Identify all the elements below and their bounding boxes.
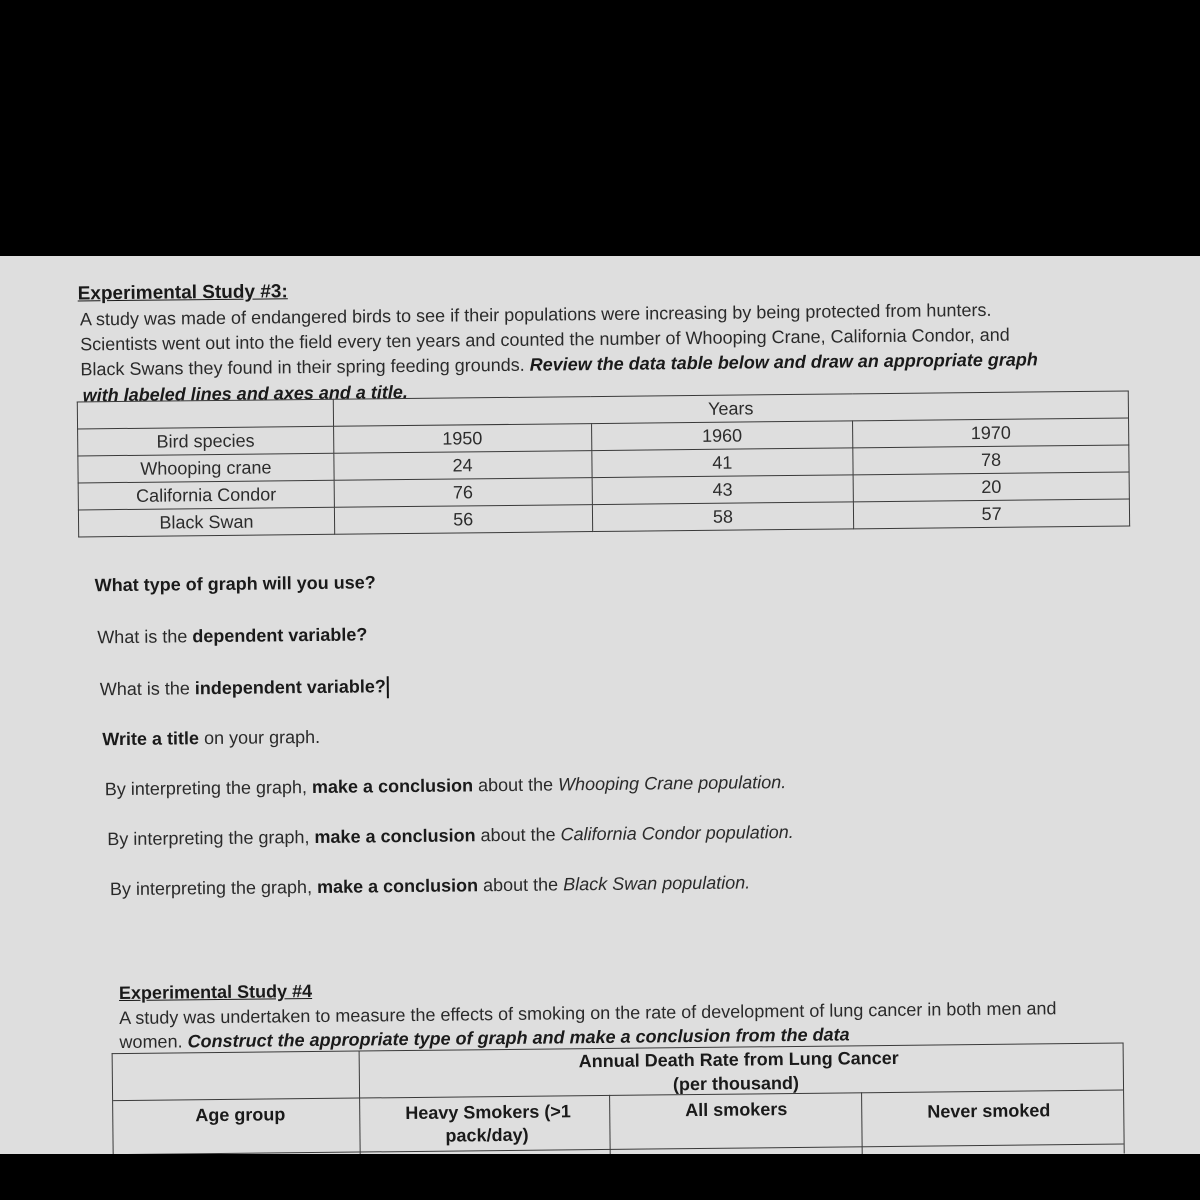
study3-paragraph-line3-text: Black Swans they found in their spring feeding grounds. xyxy=(80,354,530,380)
value-cell: 56 xyxy=(334,505,592,535)
question-emphasis: independent variable? xyxy=(194,676,386,699)
study3-instruction-part2: with labeled lines and axes and a title. xyxy=(82,381,408,406)
header-year-1960: 1960 xyxy=(591,421,853,451)
header-all-smokers: All smokers xyxy=(685,1099,788,1121)
question-dependent-variable xyxy=(97,624,367,648)
lung-table-title-line1: Annual Death Rate from Lung Cancer xyxy=(578,1047,899,1072)
question-text: about the xyxy=(472,774,559,796)
table-column-divider xyxy=(359,1052,361,1154)
value-cell: 24 xyxy=(334,451,592,481)
text-cursor xyxy=(387,676,389,698)
question-text: about the xyxy=(475,824,561,846)
question-subject: Black Swan population. xyxy=(563,872,751,895)
table-divider xyxy=(113,1090,1123,1102)
bird-population-table xyxy=(77,390,1130,537)
study4-instruction: Construct the appropriate type of graph and make a conclusion from the data xyxy=(187,1024,850,1052)
lung-cancer-table xyxy=(112,1043,1125,1154)
question-emphasis: make a conclusion xyxy=(316,875,479,897)
question-emphasis: make a conclusion xyxy=(311,775,474,798)
paragraph-text: women. xyxy=(119,1031,188,1053)
question-emphasis: Write a title xyxy=(102,728,200,750)
header-year-1950: 1950 xyxy=(333,424,591,454)
question-text: about the xyxy=(477,874,564,896)
study3-paragraph-line2: Scientists went out into the field every ten years and counted the number of Whooping Crane, California Condor, and xyxy=(80,324,1010,355)
table-column-divider xyxy=(861,1092,863,1154)
table-corner-cell xyxy=(77,399,333,429)
header-year-1970: 1970 xyxy=(853,418,1129,448)
conclusion-california-condor xyxy=(107,822,794,850)
question-independent-variable[interactable] xyxy=(100,676,389,701)
study3-paragraph-line1: A study was made of endangered birds to see if their populations were increasing by being protected from hunters. xyxy=(79,299,992,330)
header-heavy-smokers-line2: pack/day) xyxy=(445,1124,529,1146)
species-cell: California Condor xyxy=(78,480,334,510)
value-cell: 57 xyxy=(854,499,1130,529)
species-cell: Black Swan xyxy=(78,507,334,537)
study3-heading: Experimental Study #3: xyxy=(77,281,288,305)
question-subject: California Condor population. xyxy=(560,821,794,845)
value-cell: 20 xyxy=(853,472,1129,502)
value-cell: 78 xyxy=(853,445,1129,475)
lung-table-title-line2: (per thousand) xyxy=(672,1072,800,1095)
question-text: By interpreting the graph, xyxy=(107,826,315,850)
conclusion-whooping-crane xyxy=(105,772,787,800)
value-cell: 76 xyxy=(334,478,592,508)
study4-heading: Experimental Study #4 xyxy=(118,981,313,1004)
study4-paragraph-line1: A study was undertaken to measure the effects of smoking on the rate of development of lung cancer in both men and xyxy=(119,998,1057,1029)
question-text: on your graph. xyxy=(198,726,321,749)
header-heavy-smokers-line1: Heavy Smokers (>1 xyxy=(405,1101,571,1124)
study3-paragraph-line3 xyxy=(80,349,1038,380)
instruction-write-title xyxy=(102,727,320,750)
species-cell: Whooping crane xyxy=(78,453,334,483)
question-emphasis: dependent variable? xyxy=(192,624,368,647)
header-age-group: Age group xyxy=(195,1104,286,1126)
question-subject: Whooping Crane population. xyxy=(557,772,787,795)
bottom-black-bar xyxy=(0,1154,1200,1200)
header-bird-species: Bird species xyxy=(78,426,334,456)
conclusion-black-swan xyxy=(110,872,751,900)
question-text: By interpreting the graph, xyxy=(109,876,318,900)
document-page xyxy=(0,256,1200,1154)
table-divider xyxy=(114,1144,1124,1154)
study3-instruction-part1: Review the data table below and draw an appropriate graph xyxy=(529,349,1038,375)
question-text: What is the xyxy=(97,626,193,648)
question-text: By interpreting the graph, xyxy=(104,777,313,800)
years-group-header: Years xyxy=(333,391,1128,426)
question-text: What is the xyxy=(99,678,195,700)
question-emphasis: make a conclusion xyxy=(314,825,476,847)
question-graph-type: What type of graph will you use? xyxy=(94,572,376,596)
value-cell: 41 xyxy=(591,448,853,478)
table-column-divider xyxy=(609,1095,611,1154)
value-cell: 43 xyxy=(592,475,854,505)
header-never-smoked: Never smoked xyxy=(927,1100,1051,1122)
value-cell: 58 xyxy=(592,502,854,532)
